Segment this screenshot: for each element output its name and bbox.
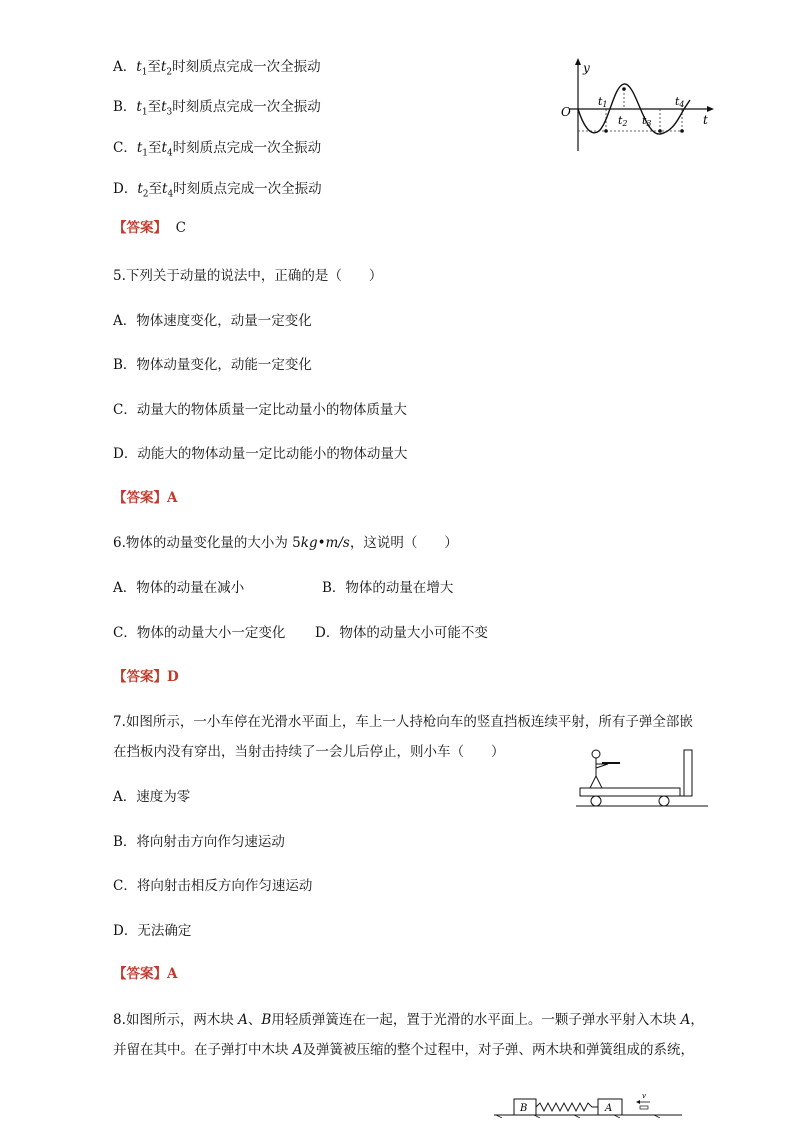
block-b-label: B bbox=[520, 1103, 528, 1114]
q7-option-a: A．速度为零 bbox=[113, 789, 191, 805]
answer-value: A bbox=[167, 966, 178, 982]
cart-shooter-figure bbox=[572, 744, 712, 810]
q5-option-a: A．物体速度变化，动量一定变化 bbox=[113, 313, 312, 329]
answer-value: C bbox=[175, 220, 186, 236]
block-a-label: A bbox=[605, 1103, 613, 1114]
t2-label: t2 bbox=[618, 114, 628, 128]
t3-label: t3 bbox=[642, 114, 652, 128]
q7-option-c: C．将向射击相反方向作匀速运动 bbox=[113, 878, 313, 894]
q6-answer bbox=[113, 667, 179, 687]
q8-stem-line2: 并留在其中。在子弹打中木块 A及弹簧被压缩的整个过程中，对子弹、两木块和弹簧组成的系统， bbox=[113, 1042, 695, 1058]
y-axis-label: y bbox=[583, 61, 590, 75]
q4-option-d: D．$t_2$至$t_4$时刻质点完成一次全振动 bbox=[113, 181, 322, 200]
q7-stem-line2: 在挡板内没有穿出，当射击持续了一会儿后停止，则小车（ ） bbox=[113, 744, 505, 760]
q7-option-d: D．无法确定 bbox=[113, 923, 192, 939]
q6-stem: 6.物体的动量变化量的大小为 5kg•m/s，这说明（ ） bbox=[113, 535, 458, 551]
oscillation-graph bbox=[558, 56, 718, 156]
q7-stem-line1: 7.如图所示，一小车停在光滑水平面上，车上一人持枪向车的竖直挡板连续平射，所有子弹全部嵌 bbox=[113, 714, 693, 730]
q8-stem-line1: 8.如图所示，两木块 A、B用轻质弹簧连在一起，置于光滑的水平面上。一颗子弹水平射入木块 A， bbox=[113, 1012, 704, 1028]
q5-answer bbox=[113, 488, 177, 508]
q7-option-b: B．将向射击方向作匀速运动 bbox=[113, 834, 285, 850]
q5-stem: 5.下列关于动量的说法中，正确的是（ ） bbox=[113, 268, 383, 284]
answer-tag: 【答案】 bbox=[113, 490, 167, 506]
q4-answer bbox=[113, 218, 186, 238]
q4-option-c: C．$t_1$至$t_4$时刻质点完成一次全振动 bbox=[113, 140, 322, 159]
t-axis-label: t bbox=[703, 113, 708, 127]
q6-option-a: A．物体的动量在减小 bbox=[113, 580, 245, 596]
q4-option-a: A．$t_1$至$t_2$时刻质点完成一次全振动 bbox=[113, 59, 321, 78]
q4-option-b: B．$t_1$至$t_3$时刻质点完成一次全振动 bbox=[113, 99, 321, 118]
t1-label: t1 bbox=[598, 95, 608, 109]
spring-blocks-figure bbox=[494, 1090, 684, 1118]
q6-option-b: B．物体的动量在增大 bbox=[322, 580, 454, 596]
answer-tag: 【答案】 bbox=[113, 966, 167, 982]
answer-value: D bbox=[167, 669, 179, 685]
answer-value: A bbox=[167, 490, 178, 506]
q5-option-d: D．动能大的物体动量一定比动能小的物体动量大 bbox=[113, 446, 408, 462]
q6-option-d: D．物体的动量大小可能不变 bbox=[315, 625, 488, 641]
origin-label: O bbox=[561, 105, 571, 119]
velocity-label: v bbox=[642, 1092, 646, 1100]
answer-tag: 【答案】 bbox=[113, 669, 167, 685]
t4-label: t4 bbox=[675, 95, 685, 109]
q6-option-c: C．物体的动量大小一定变化 bbox=[113, 625, 286, 641]
answer-tag: 【答案】 bbox=[113, 220, 167, 236]
q7-answer bbox=[113, 964, 177, 984]
q5-option-c: C．动量大的物体质量一定比动量小的物体质量大 bbox=[113, 402, 407, 418]
q5-option-b: B．物体动量变化，动能一定变化 bbox=[113, 357, 312, 373]
